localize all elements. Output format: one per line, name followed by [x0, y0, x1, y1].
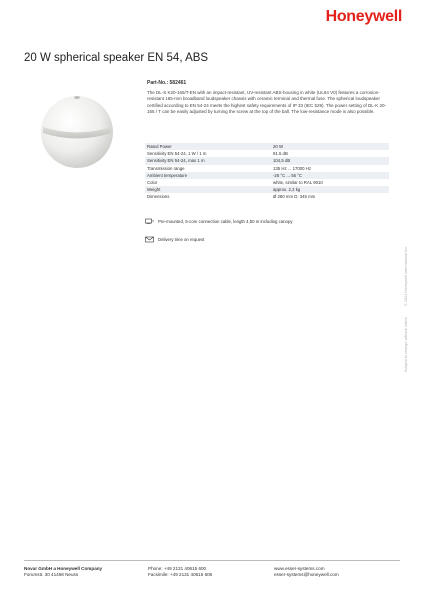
part-number-label: Part-No.:: [147, 80, 169, 86]
spec-value: Ø 280 mm D: 345 mm: [273, 194, 316, 200]
spec-label: Rated Power: [145, 143, 271, 150]
spec-label: Sensitivity EN 54-24, 1 W / 1 m: [147, 151, 207, 157]
product-description: The DL-S K20-165/T-EN with an impact-resistant, UV-resistant ABS-housing in white (UL94 V0) features a corrosion-resistant 165-mm broadband loudspeaker chassis with ceramic terminal and thermal fuse. The spherical loudspeaker certified according to EN 54-24 meets the highest safety requirements of IP 33 (IEC 529). The power setting of DL-K 20-165 / T can be easily adjusted by turning the screw at the top of the ball. The low-resistance mode is also possible.: [147, 90, 386, 115]
footer-divider: [24, 560, 400, 561]
spec-value: 135 Hz ... 17000 Hz: [273, 165, 311, 171]
table-row: [145, 165, 389, 172]
delivery-text: Delivery time on request: [158, 237, 205, 242]
table-row: [145, 150, 389, 157]
delivery-icon: [145, 236, 154, 243]
table-row: [145, 179, 389, 186]
footer-email-link[interactable]: esser-systems@honeywell.com: [274, 572, 339, 578]
table-row: [145, 193, 389, 200]
footer-address: Forumstr. 30 41468 Neuss: [24, 572, 79, 578]
footer-company-block: [24, 566, 102, 579]
delivery-note: [145, 236, 204, 243]
part-number-value: 582461: [169, 80, 187, 86]
footer-web-block: [274, 566, 339, 579]
spec-value: white, similar to RAL 9010: [273, 180, 323, 186]
table-row: [145, 186, 389, 193]
subject-to-change: Subject to change without notice: [404, 317, 408, 372]
side-disclaimer: [404, 236, 408, 372]
spec-label: Dimensions: [147, 194, 170, 200]
spherical-speaker-image: [27, 82, 127, 182]
table-row: [145, 143, 389, 150]
spec-value: 20 W: [271, 143, 389, 150]
footer-fax: Facsimile: +49 2131 40615 606: [148, 572, 213, 578]
cable-icon: [145, 218, 154, 225]
spec-label: Weight: [145, 186, 271, 193]
footer-phone: Phone: +49 2131 40615 600: [148, 566, 207, 571]
table-row: [145, 157, 389, 164]
spec-value: approx. 2,2 kg: [271, 186, 389, 193]
honeywell-logo: Honeywell: [325, 8, 402, 25]
spec-table: [145, 143, 389, 201]
spec-value: 91.5 dB: [273, 151, 288, 157]
spec-value: 104,5 dB: [271, 157, 389, 164]
footer-company: Novar GmbH a Honeywell Company: [24, 566, 103, 571]
table-row: [145, 172, 389, 179]
spec-label: Sensitivity EN 54-24, max 1 m: [145, 157, 271, 164]
footer-website-link[interactable]: www.esser-systems.com: [274, 566, 325, 571]
premounted-text: Pre-mounted, 5-core connection cable, length 4,50 m including canopy: [158, 219, 293, 224]
part-number: [147, 80, 186, 86]
spec-value: -25 °C ... 55 °C: [271, 172, 389, 179]
copyright: © 2021 Honeywell International Inc.: [404, 245, 408, 306]
premounted-note: [145, 218, 292, 225]
spec-label: Color: [147, 180, 158, 186]
spec-label: Transmission range: [147, 165, 185, 171]
spec-label: Ambient temperature: [145, 172, 271, 179]
page-title: 20 W spherical speaker EN 54, ABS: [24, 52, 209, 64]
footer-contact-block: [148, 566, 212, 579]
